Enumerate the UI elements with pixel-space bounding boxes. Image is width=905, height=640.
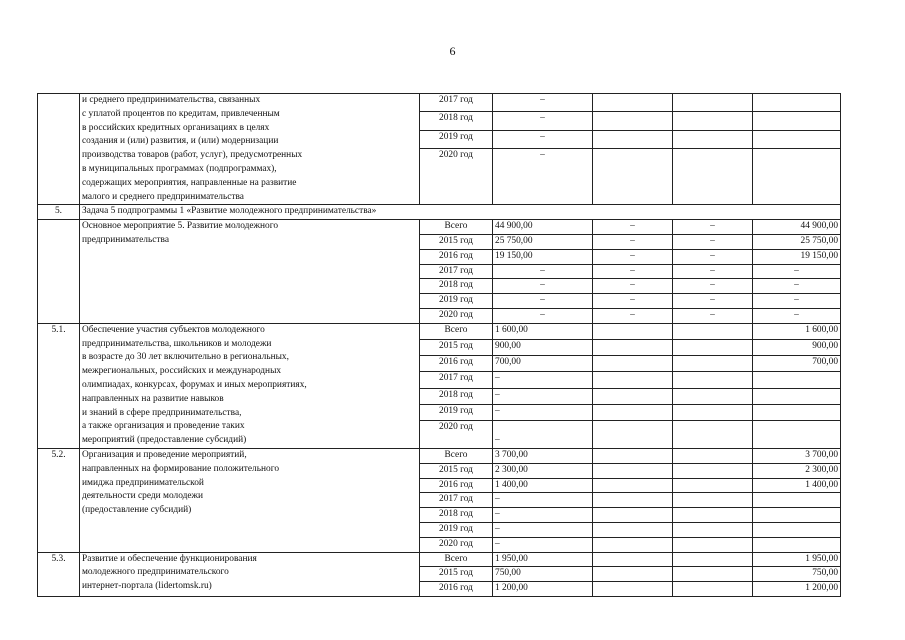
table-row bbox=[38, 448, 841, 463]
row-number: 5.1. bbox=[38, 323, 80, 448]
year-cell: 2016 год bbox=[420, 249, 493, 264]
table-row: 2016 год 19 150,00 – – 19 150,00 bbox=[38, 249, 841, 264]
total-cell: 1 950,00 bbox=[493, 552, 593, 567]
year-cell: 2020 год bbox=[420, 149, 493, 205]
year-cell: 2019 год bbox=[420, 294, 493, 309]
total-cell: – bbox=[493, 404, 593, 420]
table-row: 2019 год – – – – bbox=[38, 294, 841, 309]
year-cell: Всего bbox=[420, 552, 493, 567]
total-cell: – bbox=[493, 522, 593, 537]
total-cell: – bbox=[493, 130, 593, 148]
table-row: 2015 год 25 750,00 – – 25 750,00 bbox=[38, 234, 841, 249]
budget-cell: 1 400,00 bbox=[753, 478, 841, 493]
total-cell: 19 150,00 bbox=[493, 249, 593, 264]
year-cell: Всего bbox=[420, 220, 493, 235]
table-row bbox=[38, 323, 841, 339]
activity-name: Основное мероприятие 5. Развитие молодежного предпринимательства bbox=[80, 220, 420, 324]
row-number: 5.2. bbox=[38, 448, 80, 552]
row-number: 5.3. bbox=[38, 552, 80, 596]
year-cell: 2018 год bbox=[420, 279, 493, 294]
year-cell: 2017 год bbox=[420, 372, 493, 388]
budget-cell bbox=[753, 404, 841, 420]
year-cell: 2017 год bbox=[420, 94, 493, 112]
year-cell: Всего bbox=[420, 448, 493, 463]
total-cell: 3 700,00 bbox=[493, 448, 593, 463]
year-cell: 2017 год bbox=[420, 264, 493, 279]
budget-cell: 1 950,00 bbox=[753, 552, 841, 567]
year-cell: 2016 год bbox=[420, 582, 493, 597]
total-cell: 44 900,00 bbox=[493, 220, 593, 235]
total-cell: 1 400,00 bbox=[493, 478, 593, 493]
activity-name: Организация и проведение мероприятий, направленных на формирование положительного имиджа предпринимательской деятельности среди молодежи (предоставление субсидий) bbox=[80, 448, 420, 552]
program-table bbox=[37, 93, 841, 597]
year-cell: 2018 год bbox=[420, 388, 493, 404]
total-cell: – bbox=[493, 94, 593, 112]
budget-cell: 1 200,00 bbox=[753, 582, 841, 597]
total-cell: – bbox=[493, 420, 593, 448]
page-number: 6 bbox=[449, 44, 456, 58]
budget-cell bbox=[753, 388, 841, 404]
total-cell: 750,00 bbox=[493, 567, 593, 582]
year-cell: 2015 год bbox=[420, 339, 493, 355]
budget-cell: – bbox=[753, 279, 841, 294]
activity-name: Обеспечение участия субъектов молодежного предпринимательства, школьников и молодежи в возрасте до 30 лет включительно в региональных, межрегиональных, российских и международных олимпиадах, конкурсах, форумах и иных мероприятиях, направленных на развитие навыков и знаний в сфере предпринимательства, а также организация и проведение таких мероприятий (предоставление субсидий) bbox=[80, 323, 420, 448]
table-row bbox=[38, 552, 841, 567]
budget-cell: 25 750,00 bbox=[753, 234, 841, 249]
year-cell: Всего bbox=[420, 323, 493, 339]
total-cell: – bbox=[493, 388, 593, 404]
total-cell: – bbox=[493, 264, 593, 279]
task-row bbox=[38, 205, 841, 220]
total-cell: – bbox=[493, 493, 593, 508]
table-row: 2017 год – – – – bbox=[38, 264, 841, 279]
year-cell: 2017 год bbox=[420, 493, 493, 508]
budget-cell bbox=[753, 522, 841, 537]
task-title: Задача 5 подпрограммы 1 «Развитие молодежного предпринимательства» bbox=[80, 205, 841, 220]
year-cell: 2016 год bbox=[420, 478, 493, 493]
total-cell: – bbox=[493, 294, 593, 309]
total-cell: – bbox=[493, 112, 593, 130]
total-cell: – bbox=[493, 149, 593, 205]
total-cell: – bbox=[493, 537, 593, 552]
year-cell: 2020 год bbox=[420, 537, 493, 552]
total-cell: – bbox=[493, 508, 593, 523]
total-cell: 25 750,00 bbox=[493, 234, 593, 249]
total-cell: 1 200,00 bbox=[493, 582, 593, 597]
budget-cell bbox=[753, 420, 841, 448]
budget-cell: – bbox=[753, 294, 841, 309]
budget-cell bbox=[753, 537, 841, 552]
budget-cell bbox=[753, 508, 841, 523]
year-cell: 2019 год bbox=[420, 522, 493, 537]
table-row: Основное мероприятие 5. Развитие молодежного предпринимательства Всего 44 900,00 – – 44 900,00 bbox=[38, 220, 841, 235]
activity-name: Развитие и обеспечение функционирования молодежного предпринимательского интернет-портала (lidertomsk.ru) bbox=[80, 552, 420, 596]
total-cell: – bbox=[493, 372, 593, 388]
budget-cell: – bbox=[753, 308, 841, 323]
budget-cell: 19 150,00 bbox=[753, 249, 841, 264]
activity-name: и среднего предпринимательства, связанных с уплатой процентов по кредитам, привлеченным в российских кредитных организациях в целях создания и (или) развития, и (или) модернизации производства товаров (работ, услуг), предусмотренных в муниципальных программах (подпрограммах), содержащих мероприятия, направленные на развитие малого и среднего предпринимательства bbox=[80, 94, 420, 205]
year-cell: 2020 год bbox=[420, 420, 493, 448]
year-cell: 2015 год bbox=[420, 234, 493, 249]
year-cell: 2019 год bbox=[420, 130, 493, 148]
year-cell: 2019 год bbox=[420, 404, 493, 420]
budget-cell bbox=[753, 493, 841, 508]
total-cell: – bbox=[493, 279, 593, 294]
table-row: 2018 год – – – – bbox=[38, 279, 841, 294]
budget-cell: 2 300,00 bbox=[753, 463, 841, 478]
table-row bbox=[38, 94, 841, 112]
total-cell: 700,00 bbox=[493, 356, 593, 372]
budget-cell: 1 600,00 bbox=[753, 323, 841, 339]
year-cell: 2020 год bbox=[420, 308, 493, 323]
table-row: 2020 год – – – – bbox=[38, 308, 841, 323]
total-cell: 1 600,00 bbox=[493, 323, 593, 339]
total-cell: – bbox=[493, 308, 593, 323]
budget-cell: 3 700,00 bbox=[753, 448, 841, 463]
budget-cell bbox=[753, 372, 841, 388]
total-cell: 900,00 bbox=[493, 339, 593, 355]
year-cell: 2015 год bbox=[420, 463, 493, 478]
budget-cell: 44 900,00 bbox=[753, 220, 841, 235]
year-cell: 2015 год bbox=[420, 567, 493, 582]
budget-cell: 700,00 bbox=[753, 356, 841, 372]
year-cell: 2018 год bbox=[420, 112, 493, 130]
budget-cell: 750,00 bbox=[753, 567, 841, 582]
total-cell: 2 300,00 bbox=[493, 463, 593, 478]
row-number: 5. bbox=[38, 205, 80, 220]
year-cell: 2018 год bbox=[420, 508, 493, 523]
year-cell: 2016 год bbox=[420, 356, 493, 372]
budget-cell: – bbox=[753, 264, 841, 279]
budget-cell: 900,00 bbox=[753, 339, 841, 355]
